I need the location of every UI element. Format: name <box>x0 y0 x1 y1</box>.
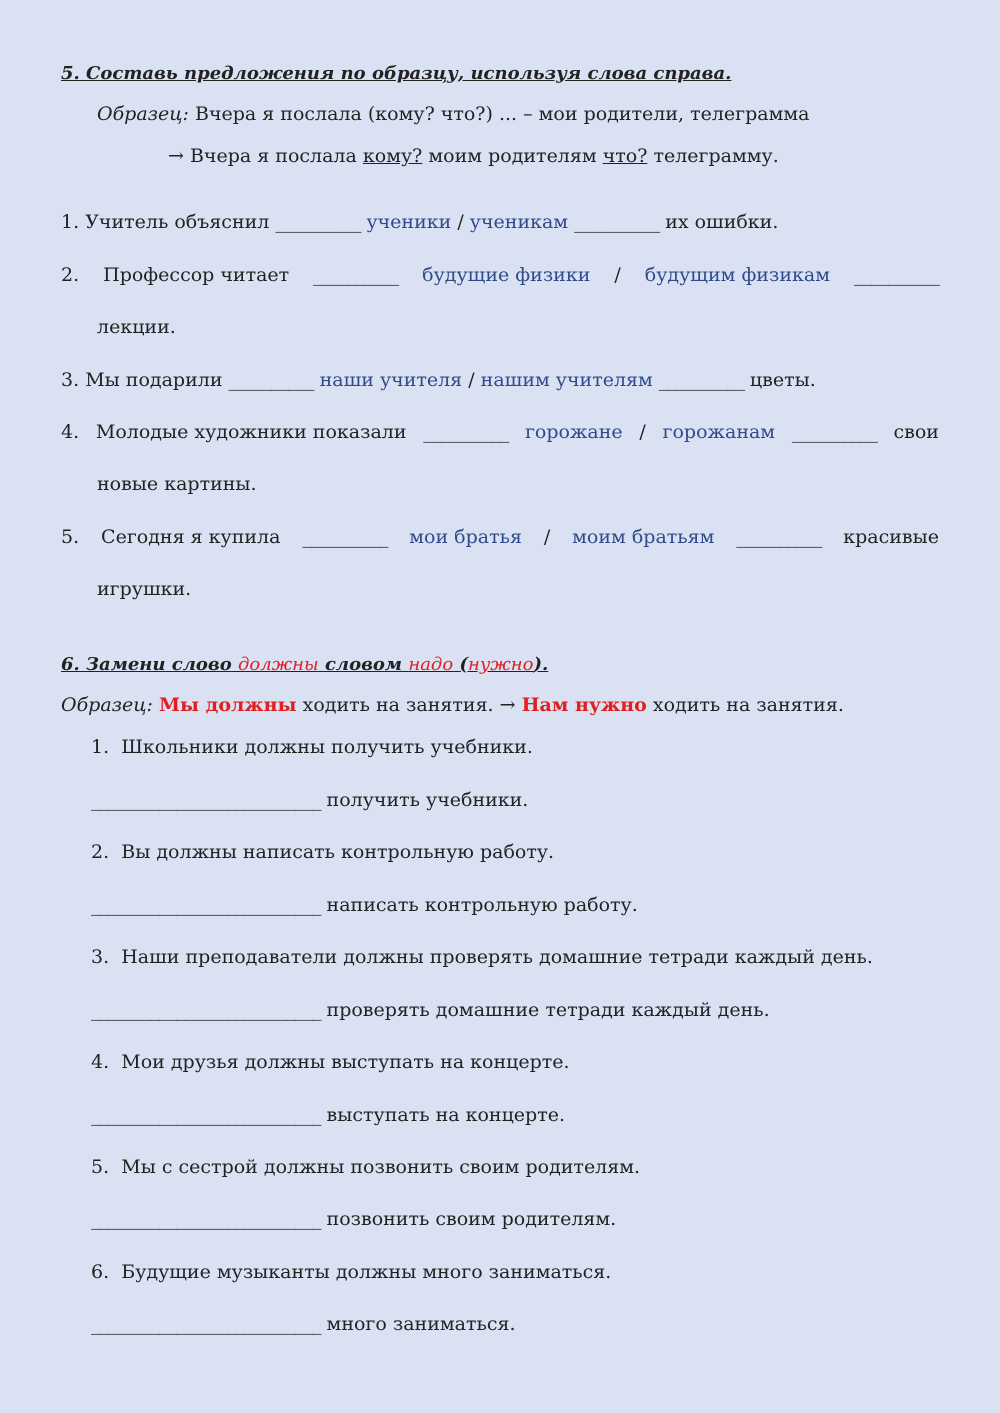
ex5-answer-end: телеграмму. <box>653 145 779 167</box>
item-number: 4. <box>61 421 80 443</box>
option-2[interactable]: нашим учителям <box>480 369 653 391</box>
slash: / <box>457 211 464 233</box>
item-end: свои <box>893 421 939 443</box>
item-number: 2. <box>61 264 80 286</box>
item-number: 2. <box>91 841 110 863</box>
exercise-6-title <box>61 653 548 677</box>
item-number: 1. <box>61 211 80 233</box>
ex5-item-5 <box>61 525 939 549</box>
slash: / <box>543 526 551 548</box>
slash: / <box>639 421 646 443</box>
ex6-sample-end: ходить на занятия. <box>652 694 844 716</box>
ex5-sample-label: Образец: <box>97 103 189 125</box>
ex6-answer-5 <box>91 1207 616 1231</box>
ex5-answer-mid: моим родителям <box>428 145 597 167</box>
option-1[interactable]: ученики <box>366 211 452 233</box>
ex5-sample-text: Вчера я послала (кому? что?) ... – мои родители, телеграмма <box>194 103 810 125</box>
answer-blank[interactable]: __________ <box>658 369 744 391</box>
item-end: их ошибки. <box>665 211 779 233</box>
ex5-item-2-cont: лекции. <box>97 316 176 338</box>
ex6-title-word-nuzhno: нужно <box>468 654 534 675</box>
item-sentence: Наши преподаватели должны проверять домашние тетради каждый день. <box>121 946 873 968</box>
ex6-item-4 <box>91 1050 570 1074</box>
ex6-title-paren: ). <box>533 654 549 675</box>
ex6-title-word-dolzhny: должны <box>238 654 319 675</box>
item-number: 3. <box>91 946 110 968</box>
answer-end: получить учебники. <box>326 789 529 811</box>
answer-end: проверять домашние тетради каждый день. <box>326 999 770 1021</box>
ex5-answer-arrow: → Вчера я послала <box>168 145 357 167</box>
ex6-item-5 <box>91 1155 640 1179</box>
ex6-sample-red-2: Нам нужно <box>521 694 647 716</box>
item-number: 5. <box>91 1156 110 1178</box>
item-number: 3. <box>61 369 80 391</box>
ex5-item-3 <box>61 368 816 392</box>
answer-blank[interactable]: __________ <box>423 421 509 443</box>
answer-end: выступать на концерте. <box>326 1104 566 1126</box>
slash: / <box>468 369 475 391</box>
option-2[interactable]: будущим физикам <box>644 264 830 286</box>
option-1[interactable]: наши учителя <box>319 369 463 391</box>
item-sentence: Будущие музыканты должны много заниматься. <box>121 1261 612 1283</box>
answer-blank[interactable]: ___________________________ <box>91 789 321 811</box>
answer-blank[interactable]: ___________________________ <box>91 999 321 1021</box>
item-end: красивые <box>843 526 939 548</box>
answer-blank[interactable]: __________ <box>853 264 939 286</box>
exercise-5-title: 5. Составь предложения по образцу, используя слова справа. <box>61 63 732 84</box>
answer-blank[interactable]: __________ <box>791 421 877 443</box>
option-1[interactable]: мои братья <box>409 526 522 548</box>
ex6-sample-red-1: Мы должны <box>158 694 297 716</box>
ex6-title-word-nado: надо <box>408 654 454 675</box>
ex5-item-5-cont: игрушки. <box>97 578 192 600</box>
ex6-title-part: 6. Замени слово <box>61 654 232 675</box>
answer-blank[interactable]: ___________________________ <box>91 1208 321 1230</box>
ex6-answer-1 <box>91 788 528 812</box>
ex5-item-4 <box>61 420 939 444</box>
item-number: 1. <box>91 736 110 758</box>
ex5-sample-answer <box>168 144 779 168</box>
ex6-answer-3 <box>91 998 770 1022</box>
item-number: 6. <box>91 1261 110 1283</box>
option-1[interactable]: будущие физики <box>422 264 591 286</box>
item-sentence: Мои друзья должны выступать на концерте. <box>121 1051 570 1073</box>
ex6-sample-label: Образец: <box>61 694 153 716</box>
item-end: цветы. <box>749 369 816 391</box>
ex6-answer-2 <box>91 893 638 917</box>
ex6-item-1 <box>91 735 533 759</box>
item-start: Молодые художники показали <box>95 421 407 443</box>
ex5-item-1 <box>61 210 778 234</box>
answer-blank[interactable]: __________ <box>574 211 660 233</box>
option-2[interactable]: горожанам <box>662 421 776 443</box>
answer-blank[interactable]: ___________________________ <box>91 1104 321 1126</box>
ex6-sample-mid: ходить на занятия. → <box>302 694 516 716</box>
ex6-item-2 <box>91 840 554 864</box>
ex6-answer-4 <box>91 1103 565 1127</box>
item-number: 4. <box>91 1051 110 1073</box>
option-1[interactable]: горожане <box>524 421 623 443</box>
item-start: Учитель объяснил <box>85 211 270 233</box>
ex5-sample <box>97 102 810 126</box>
ex5-item-4-cont: новые картины. <box>97 473 257 495</box>
ex6-sample <box>61 693 844 717</box>
answer-blank[interactable]: __________ <box>228 369 314 391</box>
answer-blank[interactable]: ___________________________ <box>91 894 321 916</box>
item-number: 5. <box>61 526 80 548</box>
ex5-answer-q2: что? <box>602 145 648 167</box>
ex5-item-2 <box>61 263 939 287</box>
item-sentence: Мы с сестрой должны позвонить своим родителям. <box>121 1156 641 1178</box>
ex6-answer-6 <box>91 1312 516 1336</box>
ex5-answer-q1: кому? <box>362 145 423 167</box>
item-start: Сегодня я купила <box>101 526 281 548</box>
ex6-title-part: словом <box>324 654 403 675</box>
option-2[interactable]: моим братьям <box>572 526 715 548</box>
slash: / <box>614 264 621 286</box>
answer-blank[interactable]: __________ <box>313 264 399 286</box>
item-start: Мы подарили <box>85 369 223 391</box>
answer-blank[interactable]: __________ <box>275 211 361 233</box>
answer-blank[interactable]: ___________________________ <box>91 1313 321 1335</box>
option-2[interactable]: ученикам <box>469 211 569 233</box>
answer-end: много заниматься. <box>326 1313 516 1335</box>
answer-blank[interactable]: __________ <box>736 526 822 548</box>
ex6-item-3 <box>91 945 873 969</box>
item-start: Профессор читает <box>103 264 290 286</box>
answer-end: позвонить своим родителям. <box>326 1208 617 1230</box>
answer-end: написать контрольную работу. <box>326 894 638 916</box>
item-sentence: Школьники должны получить учебники. <box>121 736 533 758</box>
answer-blank[interactable]: __________ <box>302 526 388 548</box>
ex6-title-paren: ( <box>459 654 468 675</box>
ex6-item-6 <box>91 1260 611 1284</box>
item-sentence: Вы должны написать контрольную работу. <box>121 841 555 863</box>
